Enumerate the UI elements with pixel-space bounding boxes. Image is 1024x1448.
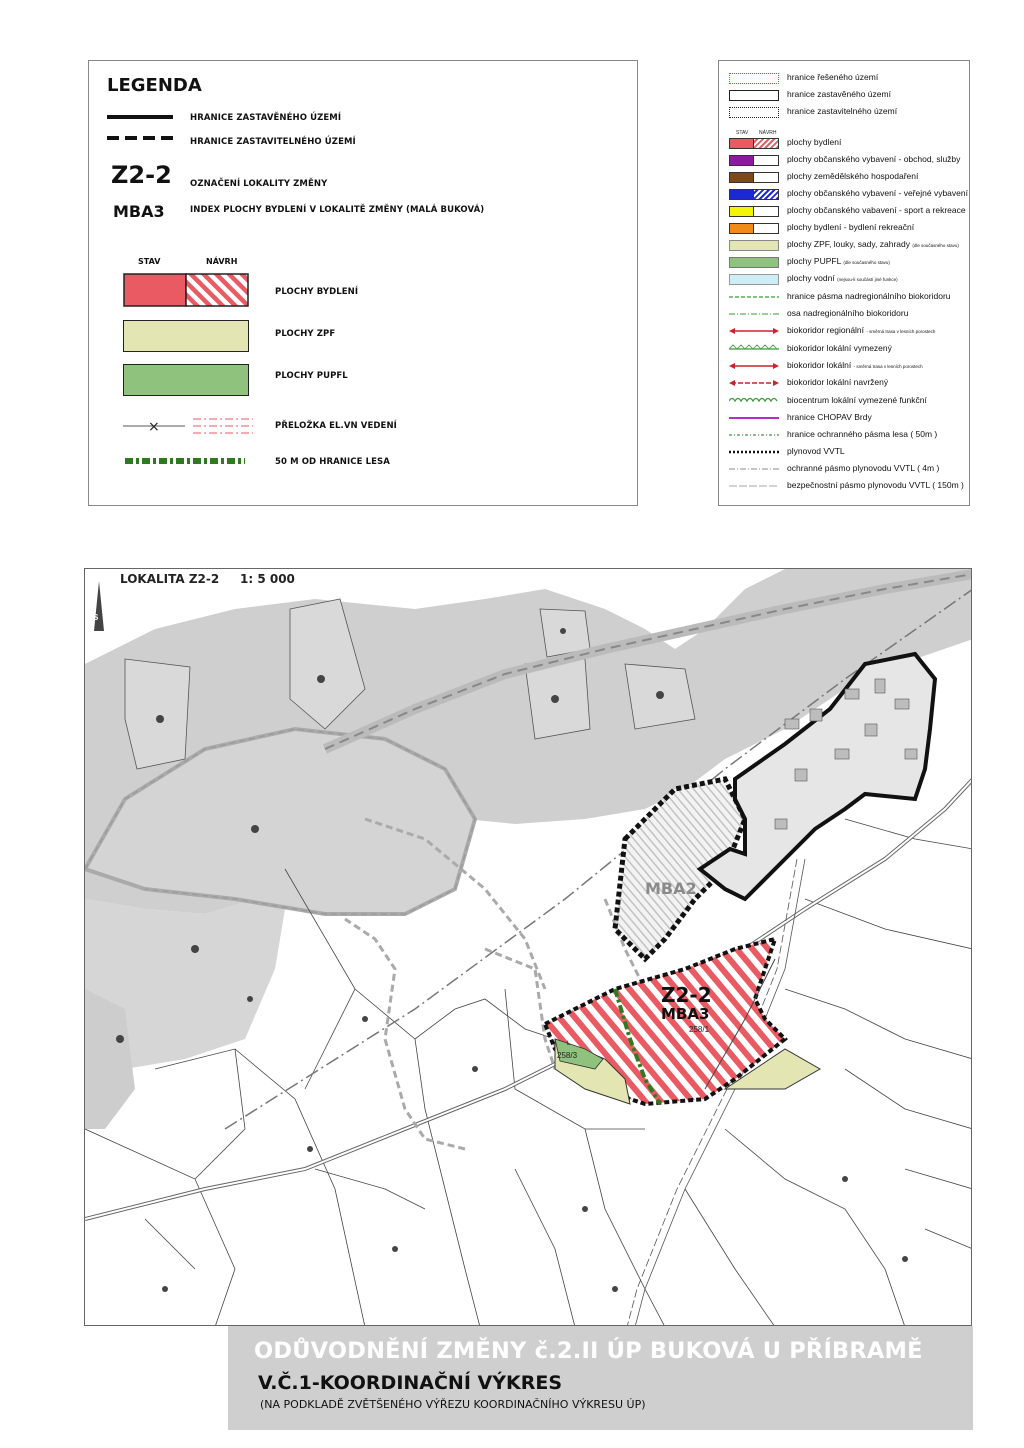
title-line2: V.Č.1-KOORDINAČNÍ VÝKRES xyxy=(258,1372,562,1394)
north-letter: S xyxy=(93,613,99,622)
parcel-label: L xyxy=(567,1041,571,1047)
main-legend xyxy=(88,60,638,506)
coordination-legend xyxy=(718,60,970,506)
legend-item-label: PLOCHY PUPFL xyxy=(275,371,348,381)
legend-code-index: MBA3 xyxy=(113,202,165,221)
area-label-z22: Z2-2 xyxy=(661,983,712,1007)
legend-forest-50m-symbol xyxy=(125,454,247,468)
rl-row: biocentrum lokální vymezené funkční xyxy=(787,395,927,405)
legend-built-boundary-label: HRANICE ZASTAVĚNÉHO ÚZEMÍ xyxy=(190,113,342,123)
rl-row: biokoridor regionální - směrná trasa v lesních porostech xyxy=(787,325,936,335)
map-viewport[interactable] xyxy=(84,568,972,1326)
legend-item-label: PLOCHY ZPF xyxy=(275,329,336,339)
rl-col-stav: STAV xyxy=(736,130,749,136)
rl-row: plochy vodní (nejsou-li součástí jiné funkce) xyxy=(729,272,965,286)
legend-buildable-boundary-label: HRANICE ZASTAVITELNÉHO ÚZEMÍ xyxy=(190,137,356,147)
svg-text:×: × xyxy=(148,419,160,435)
legend-zpf-swatch xyxy=(123,320,249,352)
legend-col-stav: STAV xyxy=(138,257,161,266)
title-block xyxy=(228,1326,973,1430)
built-boundary-symbols xyxy=(107,111,177,145)
title-line3: (NA PODKLADĚ ZVĚTŠENÉHO VÝŘEZU KOORDINAČNÍHO VÝKRESU ÚP) xyxy=(260,1398,646,1411)
legend-code-index-label: INDEX PLOCHY BYDLENÍ V LOKALITĚ ZMĚNY (MALÁ BUKOVÁ) xyxy=(190,205,485,215)
legend-pupfl-swatch xyxy=(123,364,249,396)
legend-item-label: 50 M OD HRANICE LESA xyxy=(275,457,390,467)
rl-row: plochy PUPFL (dle současného stavu) xyxy=(729,255,965,269)
rl-row: plochy bydlení xyxy=(729,136,965,150)
legend-item-label: PŘELOŽKA EL.VN VEDENÍ xyxy=(275,421,397,431)
rl-row: ochranné pásmo plynovodu VVTL ( 4m ) xyxy=(787,463,940,473)
rl-row: osa nadregionálního biokoridoru xyxy=(787,308,909,318)
rl-row: biokoridor lokální navržený xyxy=(787,377,889,387)
legend-title: LEGENDA xyxy=(107,75,202,96)
legend-housing-swatch xyxy=(123,273,249,307)
rl-row: plynovod VVTL xyxy=(787,446,845,456)
rl-row: hranice pásma nadregionálního biokoridoru xyxy=(787,291,951,301)
rl-row: hranice ochranného pásma lesa ( 50m ) xyxy=(787,429,938,439)
parcel-label: 258/1 xyxy=(689,1025,710,1034)
rl-row: plochy občanského vabavení - sport a rekreace xyxy=(729,204,965,218)
rl-row: hranice zastavitelného území xyxy=(729,105,965,119)
locality-label: LOKALITA Z2-2 xyxy=(120,572,220,586)
north-arrow-icon xyxy=(94,581,104,631)
rl-col-navrh: NÁVRH xyxy=(759,130,777,136)
legend-code-locality-label: OZNAČENÍ LOKALITY ZMĚNY xyxy=(190,179,328,189)
rl-row: bezpečnostní pásmo plynovodu VVTL ( 150m ) xyxy=(787,480,964,490)
area-label-mba3: MBA3 xyxy=(661,1005,710,1023)
parcel-label: 258/3 xyxy=(557,1051,578,1060)
map-scale: 1: 5 000 xyxy=(240,572,295,586)
legend-item-label: PLOCHY BYDLENÍ xyxy=(275,287,359,297)
rl-row: plochy občanského vybavení - veřejné vybavení xyxy=(729,187,965,201)
rl-row: plochy občanského vybavení - obchod, služby xyxy=(729,153,965,167)
legend-power-line-symbol xyxy=(123,411,253,441)
rl-row: plochy zemědělského hospodaření xyxy=(729,170,965,184)
rl-row: hranice zastavěného území xyxy=(729,88,965,102)
legend-col-navrh: NÁVRH xyxy=(206,257,238,266)
legend-code-locality: Z2-2 xyxy=(111,161,172,189)
area-label-mba2: MBA2 xyxy=(645,879,697,898)
rl-row: biokoridor lokální - směrná trasa v lesních porostech xyxy=(787,360,923,370)
rl-row: biokoridor lokální vymezený xyxy=(787,343,892,353)
rl-row: plochy ZPF, louky, sady, zahrady (dle současného stavu) xyxy=(729,238,965,252)
map-drawing xyxy=(85,569,972,1326)
title-line1: ODŮVODNĚNÍ ZMĚNY č.2.II ÚP BUKOVÁ U PŘÍBRAMĚ xyxy=(254,1338,923,1364)
rl-row: hranice CHOPAV Brdy xyxy=(787,412,872,422)
rl-row: plochy bydlení - bydlení rekreační xyxy=(729,221,965,235)
rl-row: hranice řešeného území xyxy=(729,71,965,85)
